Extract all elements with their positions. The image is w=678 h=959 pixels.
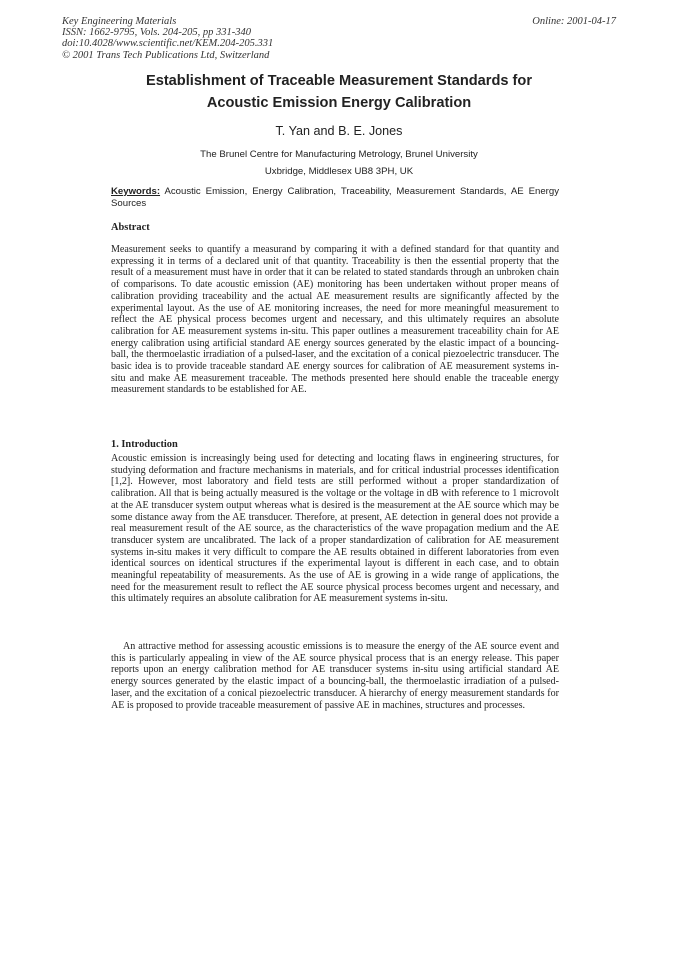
- paper-title: [0, 70, 678, 114]
- journal-header: [62, 16, 273, 61]
- introduction-paragraph-2: An attractive method for assessing acoustic emissions is to measure the energy of the AE source event and this is particularly appealing in view of the AE source physical process that is an energy release. This paper reports upon an energy calibration method for AE transducer systems in-situ using artificial standard AE energy sources generated by the elastic impact of a bouncing-ball, the thermoelastic irradiation of a pulsed-laser, and the excitation of a conical piezoelectric transducer. A hierarchy of energy measurement standards for AE is proposed to provide traceable measurement of passive AE in machines, structures and processes.: [111, 641, 559, 711]
- abstract-heading: Abstract: [111, 222, 150, 233]
- affiliation-line-2: Uxbridge, Middlesex UB8 3PH, UK: [264, 166, 414, 177]
- abstract-text: Measurement seeks to quantify a measurand by comparing it with a defined standard for that quantity and expressing it in terms of a declared unit of that quantity. Traceability is then the essential property that the result of a measurement must have in order that it can be related to stated standards through an unbroken chain of comparisons. To date acoustic emission (AE) monitoring has been undertaken without proper means of calibration providing traceability and the actual AE measurement results are significantly affected by the experimental layout. As the use of AE monitoring increases, the need for more meaningful measurement to reflect the AE physical process becomes urgent and necessary, and this ultimately requires an absolute calibration for AE measurement systems in-situ. This paper outlines a measurement traceability chain for AE energy calibration using artificial standard AE energy sources generated by the elastic impact of a bouncing-ball, the thermoelastic irradiation of a pulsed-laser, and the excitation of a conical piezoelectric transducer. The basic idea is to provide traceable standard AE energy sources for calibration of AE measurement systems in-situ and make AE measurement traceable. The methods presented here should enable the traceable energy measurement standards to be established for AE.: [111, 244, 559, 396]
- journal-doi: doi:10.4028/www.scientific.net/KEM.204-205.331: [62, 38, 274, 50]
- journal-name: Key Engineering Materials: [62, 16, 177, 27]
- keywords-text: Acoustic Emission, Energy Calibration, Traceability, Measurement Standards, AE Energy Sources: [111, 186, 559, 209]
- introduction-heading: 1. Introduction: [111, 439, 178, 450]
- keywords: [111, 186, 559, 209]
- affiliation: [0, 146, 678, 180]
- authors: T. Yan and B. E. Jones: [275, 124, 403, 138]
- journal-copyright: © 2001 Trans Tech Publications Ltd, Switzerland: [62, 49, 270, 61]
- keywords-label: Keywords:: [111, 186, 161, 197]
- online-date: Online: 2001-04-17: [532, 16, 616, 27]
- journal-issn: ISSN: 1662-9795, Vols. 204-205, pp 331-340: [62, 27, 251, 39]
- title-line-1: Establishment of Traceable Measurement Standards for: [145, 73, 533, 89]
- introduction-paragraph-1: Acoustic emission is increasingly being used for detecting and locating flaws in engineering structures, for studying deformation and fracture mechanisms in materials, and for critical industrial processes identification [1,2]. However, most laboratory and field tests are still performed without a proper standardization of calibration. All that is being actually measured is the voltage or the voltage in dB with reference to 1 microvolt at the AE transducer system output whereas what is desired is the measurement at the AE source which may be some distance away from the AE transducer. Therefore, at present, AE detection in general does not provide a real measurement result of the AE source, as the characteristics of the wave propagation medium and the AE transducer system are uncalibrated. The lack of a proper standardization of calibration for AE measurement systems in-situ makes it very difficult to compare the AE results obtained in different laboratories from even identical sources on identical structures if the experimental layout is different in each case, and to obtain meaningful repeatability of measurements. As the use of AE is growing in a wide range of applications, the need for the measurement result to reflect the AE source physical process becomes urgent and necessary, and this ultimately requires an absolute calibration for AE measurement systems in-situ.: [111, 453, 559, 605]
- title-line-2: Acoustic Emission Energy Calibration: [206, 95, 472, 111]
- affiliation-line-1: The Brunel Centre for Manufacturing Metrology, Brunel University: [200, 149, 478, 160]
